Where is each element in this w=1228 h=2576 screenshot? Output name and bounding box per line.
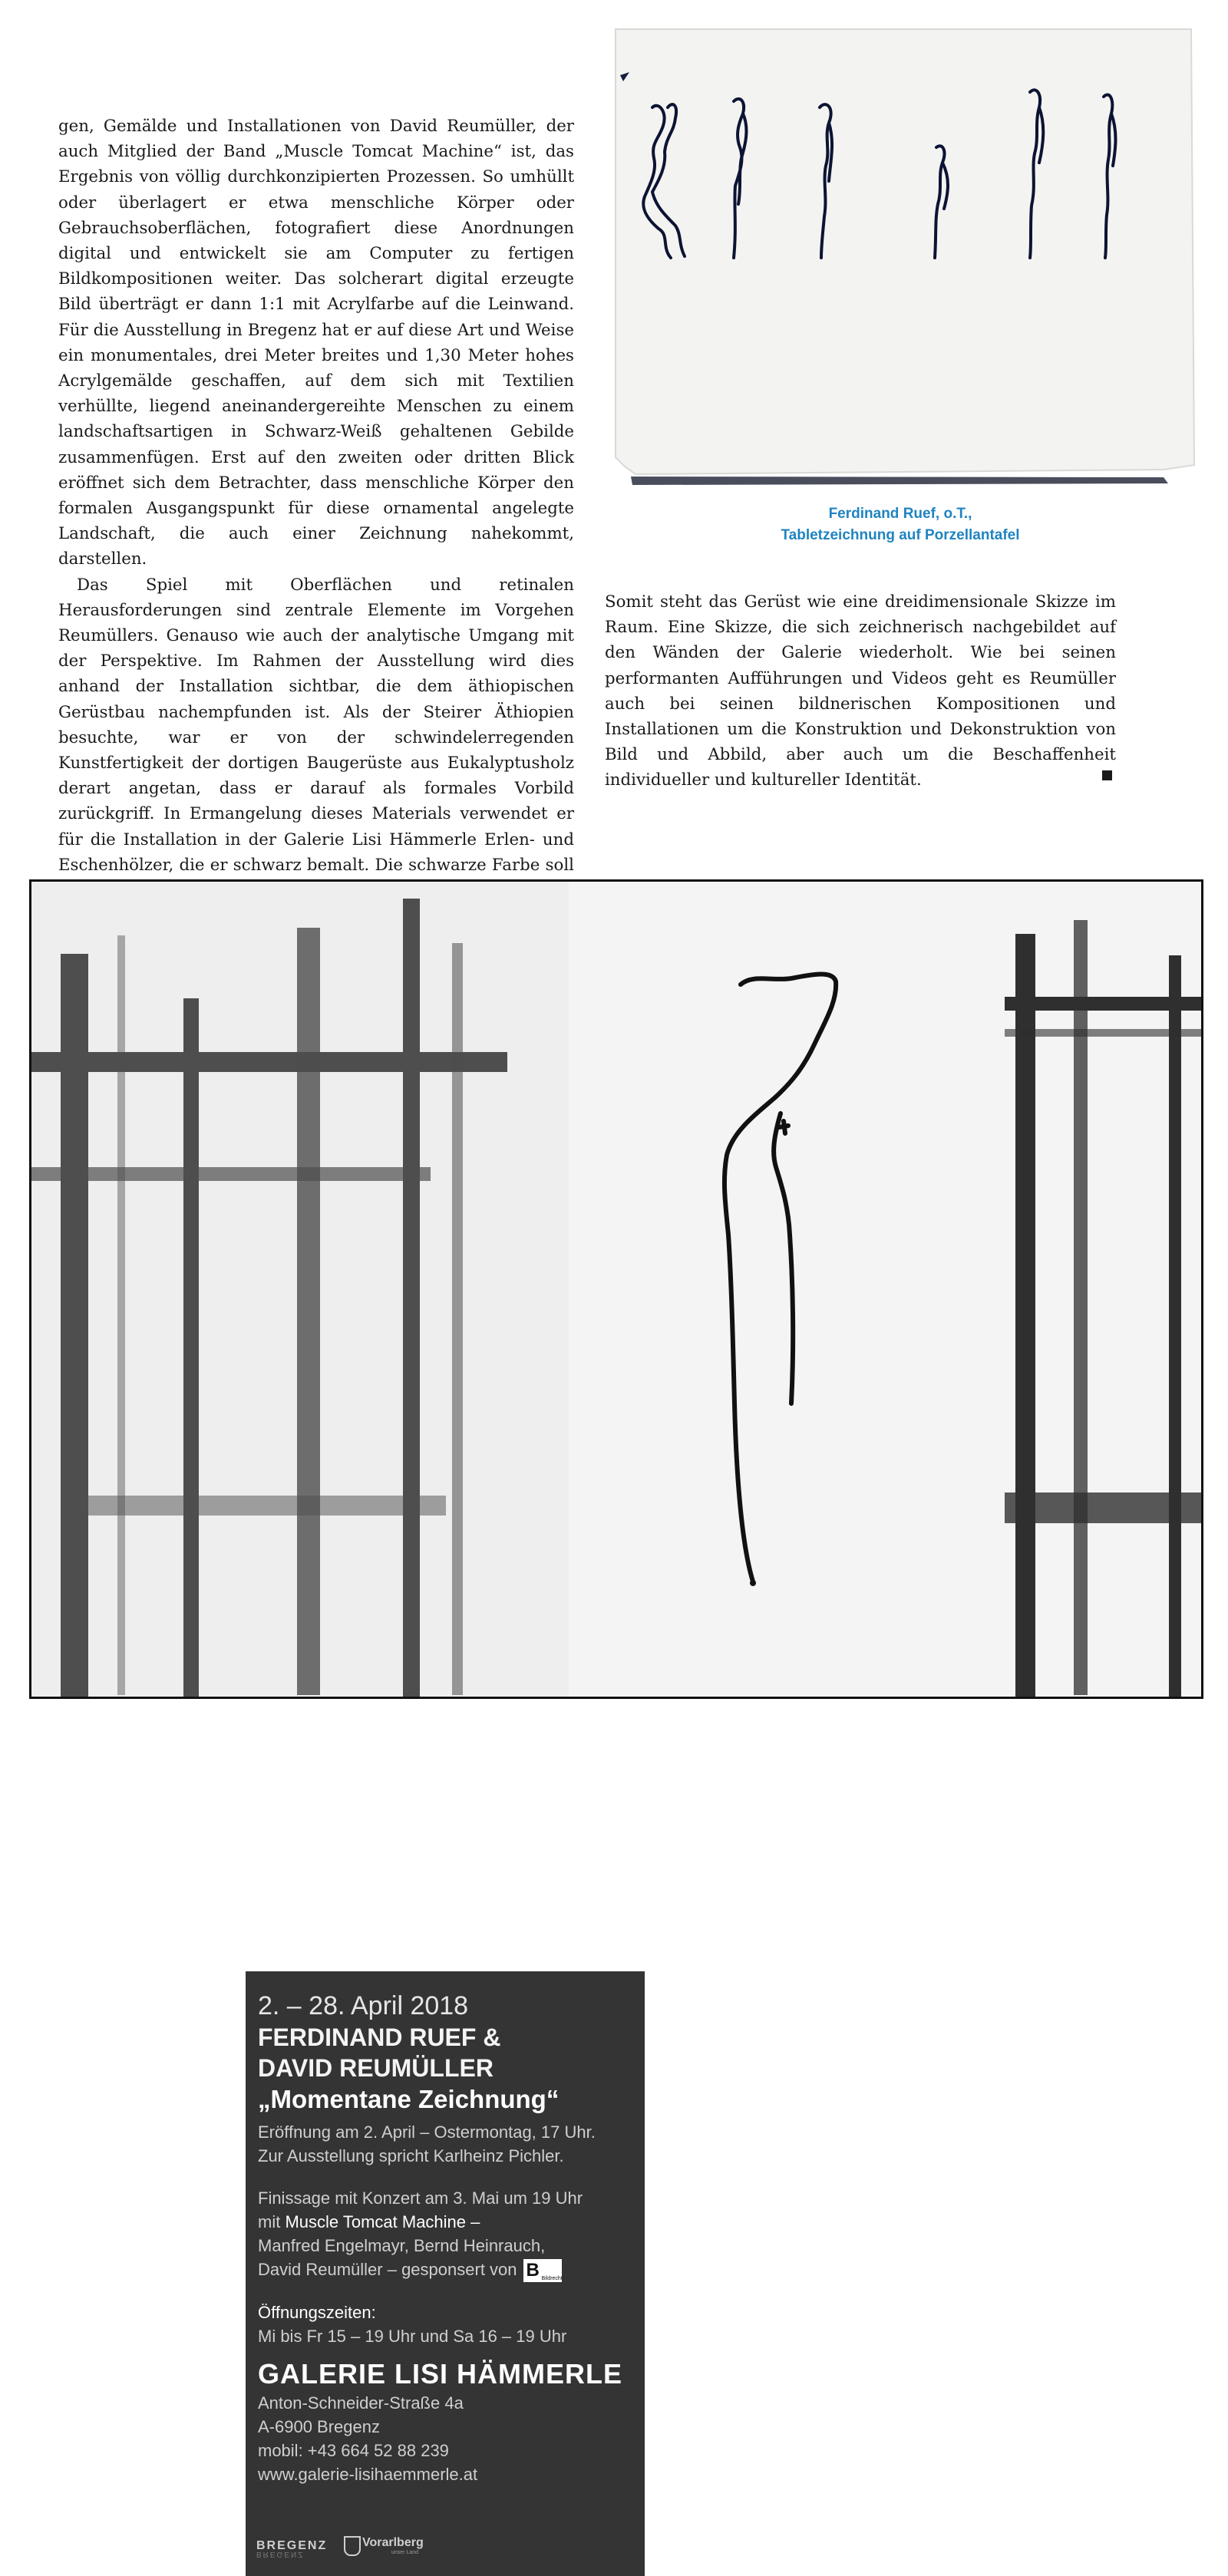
gallery-phone: mobil: +43 664 52 88 239 [258, 2441, 449, 2461]
band-name: Muscle Tomcat Machine – [285, 2212, 480, 2231]
opening-hours-label: Öffnungszeiten: [258, 2303, 376, 2323]
vorarlberg-logo-text: Vorarlberg [362, 2536, 424, 2549]
bregenz-logo-reflection: BREGENZ [256, 2550, 305, 2558]
bregenz-logo: BREGENZ [256, 2539, 328, 2552]
finissage-line-3: Manfred Engelmayr, Bernd Heinrauch, [258, 2236, 546, 2255]
sponsor-text: David Reumüller – gesponsert von [258, 2260, 517, 2279]
bildrecht-logo-text: Bildrecht [541, 2276, 563, 2282]
article-paragraph-3: Somit steht das Gerüst wie eine dreidimensionale Skizze im Raum. Eine Skizze, die sich zeichnerisch nachgebildet auf den Wänden der Galerie wiederholt. Wie bei seinen performanten Aufführungen und Videos geht es Reumüller auch bei seinen bildnerischen Kompositionen und Installationen um die Konstruktion und Dekonstruktion von Bild und Abbild, aber auch um die Beschaffenheit individueller und kultureller Identität. [605, 592, 1116, 790]
gallery-website: www.galerie-lisihaemmerle.at [258, 2465, 478, 2485]
scaffold-installation-photo [31, 882, 1201, 1697]
finissage-line-4 [258, 2258, 645, 2282]
bildrecht-logo [523, 2259, 562, 2282]
gallery-street: Anton-Schneider-Straße 4a [258, 2393, 464, 2413]
opening-line-2: Zur Ausstellung spricht Karlheinz Pichler. [258, 2146, 564, 2165]
exhibition-artists-line-2: DAVID REUMÜLLER [258, 2054, 494, 2082]
exhibition-advertisement [29, 879, 1203, 2558]
article-paragraph-2: Das Spiel mit Oberflächen und retinalen Herausforderungen sind zentrale Elemente im Vorgehen Reumüllers. Genauso wie auch der analytische Umgang mit der Perspektive. Im Rahmen der Ausstellung wird dies anhand der Installation sichtbar, die dem äthiopischen Gerüstbau nachempfunden ist. Als der Steirer Äthiopien besuchte, war er von der schwindelerregenden Kunstfertigkeit der dortigen Baugerüste aus Eukalyptusholz derart angetan, dass er darauf als formales Vorbild zurückgriff. In Ermangelung dieses Materials verwendet er für die Installation in der Galerie Lisi Hämmerle Erlen- und Eschenhölzer, die er schwarz bemalt. Die schwarze Farbe soll [58, 575, 574, 875]
caption-line-1: Ferdinand Ruef, o.T., [828, 506, 972, 522]
opening-line-1: Eröffnung am 2. April – Ostermontag, 17 Uhr. [258, 2122, 596, 2142]
finissage-line-1: Finissage mit Konzert am 3. Mai um 19 Uhr [258, 2188, 583, 2208]
exhibition-dates: 2. – 28. April 2018 [258, 1991, 469, 2020]
gallery-name: GALERIE LISI HÄMMERLE [258, 2358, 623, 2390]
finissage-prefix: mit [258, 2212, 286, 2231]
article-end-mark [1102, 770, 1112, 780]
caption-line-2: Tabletzeichnung auf Porzellantafel [781, 527, 1020, 543]
image-caption [605, 503, 1196, 546]
finissage-line-2 [258, 2210, 645, 2234]
exhibition-artists-line-1: FERDINAND RUEF & [258, 2024, 501, 2051]
porcelain-drawing-image [605, 28, 1196, 488]
article-paragraph-1: gen, Gemälde und Installationen von David Reumüller, der auch Mitglied der Band „Muscle Tomcat Machine“ ist, das Ergebnis von völlig durchkonzipierten Prozessen. So umhüllt oder überlagert er etwa menschliche Körper oder Gebrauchsoberflächen, fotografiert diese Anordnungen digital und entwickelt sie am Computer zu fertigen Bildkompositionen weiter. Das solcherart digital erzeugte Bild überträgt er dann 1:1 mit Acrylfarbe auf die Leinwand. Für die Ausstellung in Bregenz hat er auf diese Art und Weise ein monumentales, drei Meter breites und 1,30 Meter hohes Acrylgemälde geschaffen, auf dem sich mit Textilien verhüllte, liegend aneinandergereihte Menschen zu einem landschaftsartigen in Schwarz-Weiß gehaltenen Gebilde zusammenfügen. Erst auf den zweiten oder dritten Blick eröffnet sich dem Betrachter, dass menschliche Körper den formalen Ausgangspunkt für diese ornamental angelegte Landschaft, die auch einer Zeichnung nahekommt, darstellen. [58, 117, 574, 569]
vorarlberg-logo-subtext: unser Land [391, 2550, 419, 2555]
article-right-column [605, 589, 1116, 793]
article-left-column [58, 114, 574, 903]
opening-hours: Mi bis Fr 15 – 19 Uhr und Sa 16 – 19 Uhr [258, 2327, 567, 2347]
bildrecht-logo-mark: B [526, 2260, 540, 2281]
exhibition-title: „Momentane Zeichnung“ [258, 2085, 560, 2113]
exhibition-info-box [246, 1971, 645, 2576]
vorarlberg-crest-icon [344, 2536, 361, 2556]
gallery-city: A-6900 Bregenz [258, 2417, 380, 2437]
